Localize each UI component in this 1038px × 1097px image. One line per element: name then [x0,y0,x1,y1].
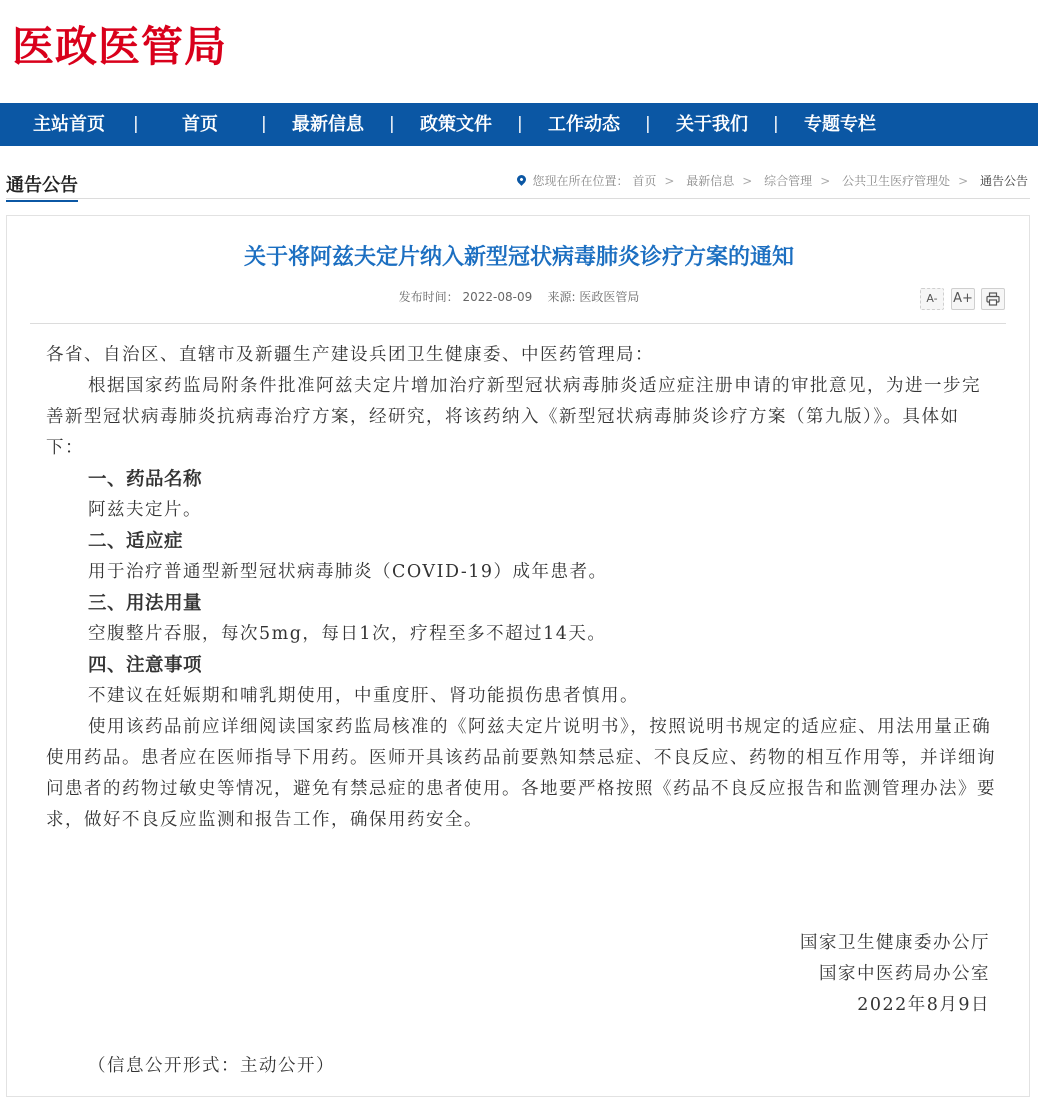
section-divider [6,198,1030,199]
section-body: 阿兹夫定片。 [88,500,202,520]
breadcrumb-separator: > [742,174,753,188]
printer-icon [986,292,1000,306]
nav-item-home[interactable]: 首页 [182,114,218,135]
section-body: 空腹整片吞服，每次5mg，每日1次，疗程至多不超过14天。 [88,624,607,644]
font-larger-button[interactable]: A+ [951,288,975,310]
disclosure-note: （信息公开形式：主动公开） [88,1056,335,1076]
nav-separator: | [773,114,779,134]
nav-item-main-home[interactable]: 主站首页 [33,114,105,135]
closing-paragraph: 使用该药品前应详细阅读国家药监局核准的《阿兹夫定片说明书》，按照说明书规定的适应症、用法用量正确使用药品。患者应在医师指导下用药。医师开具该药品前要熟知禁忌症、不良反应、药物的相互作用等，并详细询问患者的药物过敏史等情况，避免有禁忌症的患者使用。各地要严格按照《药品不良反应报告和监测管理办法》要求，做好不良反应监测和报告工作，确保用药安全。 [46,717,996,830]
breadcrumb-current: 通告公告 [979,174,1028,188]
breadcrumb-separator: > [958,174,969,188]
signature-line: 国家卫生健康委办公厅 [800,933,990,953]
section-tab[interactable]: 通告公告 [6,171,78,202]
nav-item-work[interactable]: 工作动态 [548,114,620,135]
publish-date: 2022-08-09 [462,290,533,304]
section-body: 用于治疗普通型新型冠状病毒肺炎（COVID-19）成年患者。 [88,562,608,582]
signature-date: 2022年8月9日 [857,995,990,1015]
source-label: 来源: [547,290,576,304]
section-heading: 一、药品名称 [88,469,203,490]
nav-separator: | [517,114,523,134]
nav-item-latest[interactable]: 最新信息 [292,114,364,135]
source-value: 医政医管局 [579,290,640,304]
nav-separator: | [261,114,267,134]
nav-separator: | [645,114,651,134]
nav-separator: | [389,114,395,134]
nav-item-special[interactable]: 专题专栏 [804,114,876,135]
publish-date-label: 发布时间： [398,290,459,304]
breadcrumb-general[interactable]: 综合管理 [764,174,813,188]
section-heading: 四、注意事项 [88,655,203,676]
intro-paragraph: 根据国家药监局附条件批准阿兹夫定片增加治疗新型冠状病毒肺炎适应症注册申请的审批意见，为进一步完善新型冠状病毒肺炎抗病毒治疗方案，经研究，将该药纳入《新型冠状病毒肺炎诊疗方案（第九版）》。具体如下： [46,376,981,458]
breadcrumb-home[interactable]: 首页 [632,174,657,188]
salutation: 各省、自治区、直辖市及新疆生产建设兵团卫生健康委、中医药管理局： [46,345,654,365]
breadcrumb-latest[interactable]: 最新信息 [686,174,735,188]
font-smaller-button[interactable]: A- [920,288,944,310]
main-nav [0,103,1038,146]
section-body: 不建议在妊娠期和哺乳期使用，中重度肝、肾功能损伤患者慎用。 [88,686,639,706]
signature-block [800,928,990,1021]
print-button[interactable] [981,288,1005,310]
breadcrumb-separator: > [664,174,675,188]
content-divider [30,323,1006,324]
article-body [46,340,996,836]
nav-separator: | [133,114,139,134]
nav-item-policy[interactable]: 政策文件 [420,114,492,135]
breadcrumb-prefix: 您现在所在位置： [532,174,629,188]
breadcrumb-dept[interactable]: 公共卫生医疗管理处 [842,174,951,188]
breadcrumb [517,172,1028,189]
site-logo[interactable]: 医政医管局 [12,22,228,71]
location-pin-icon [515,173,528,186]
article-meta [0,288,1038,305]
section-heading: 二、适应症 [88,531,184,552]
signature-line: 国家中医药局办公室 [819,964,990,984]
section-heading: 三、用法用量 [88,593,203,614]
article-title: 关于将阿兹夫定片纳入新型冠状病毒肺炎诊疗方案的通知 [243,245,794,270]
nav-item-about[interactable]: 关于我们 [676,114,748,135]
breadcrumb-separator: > [820,174,831,188]
